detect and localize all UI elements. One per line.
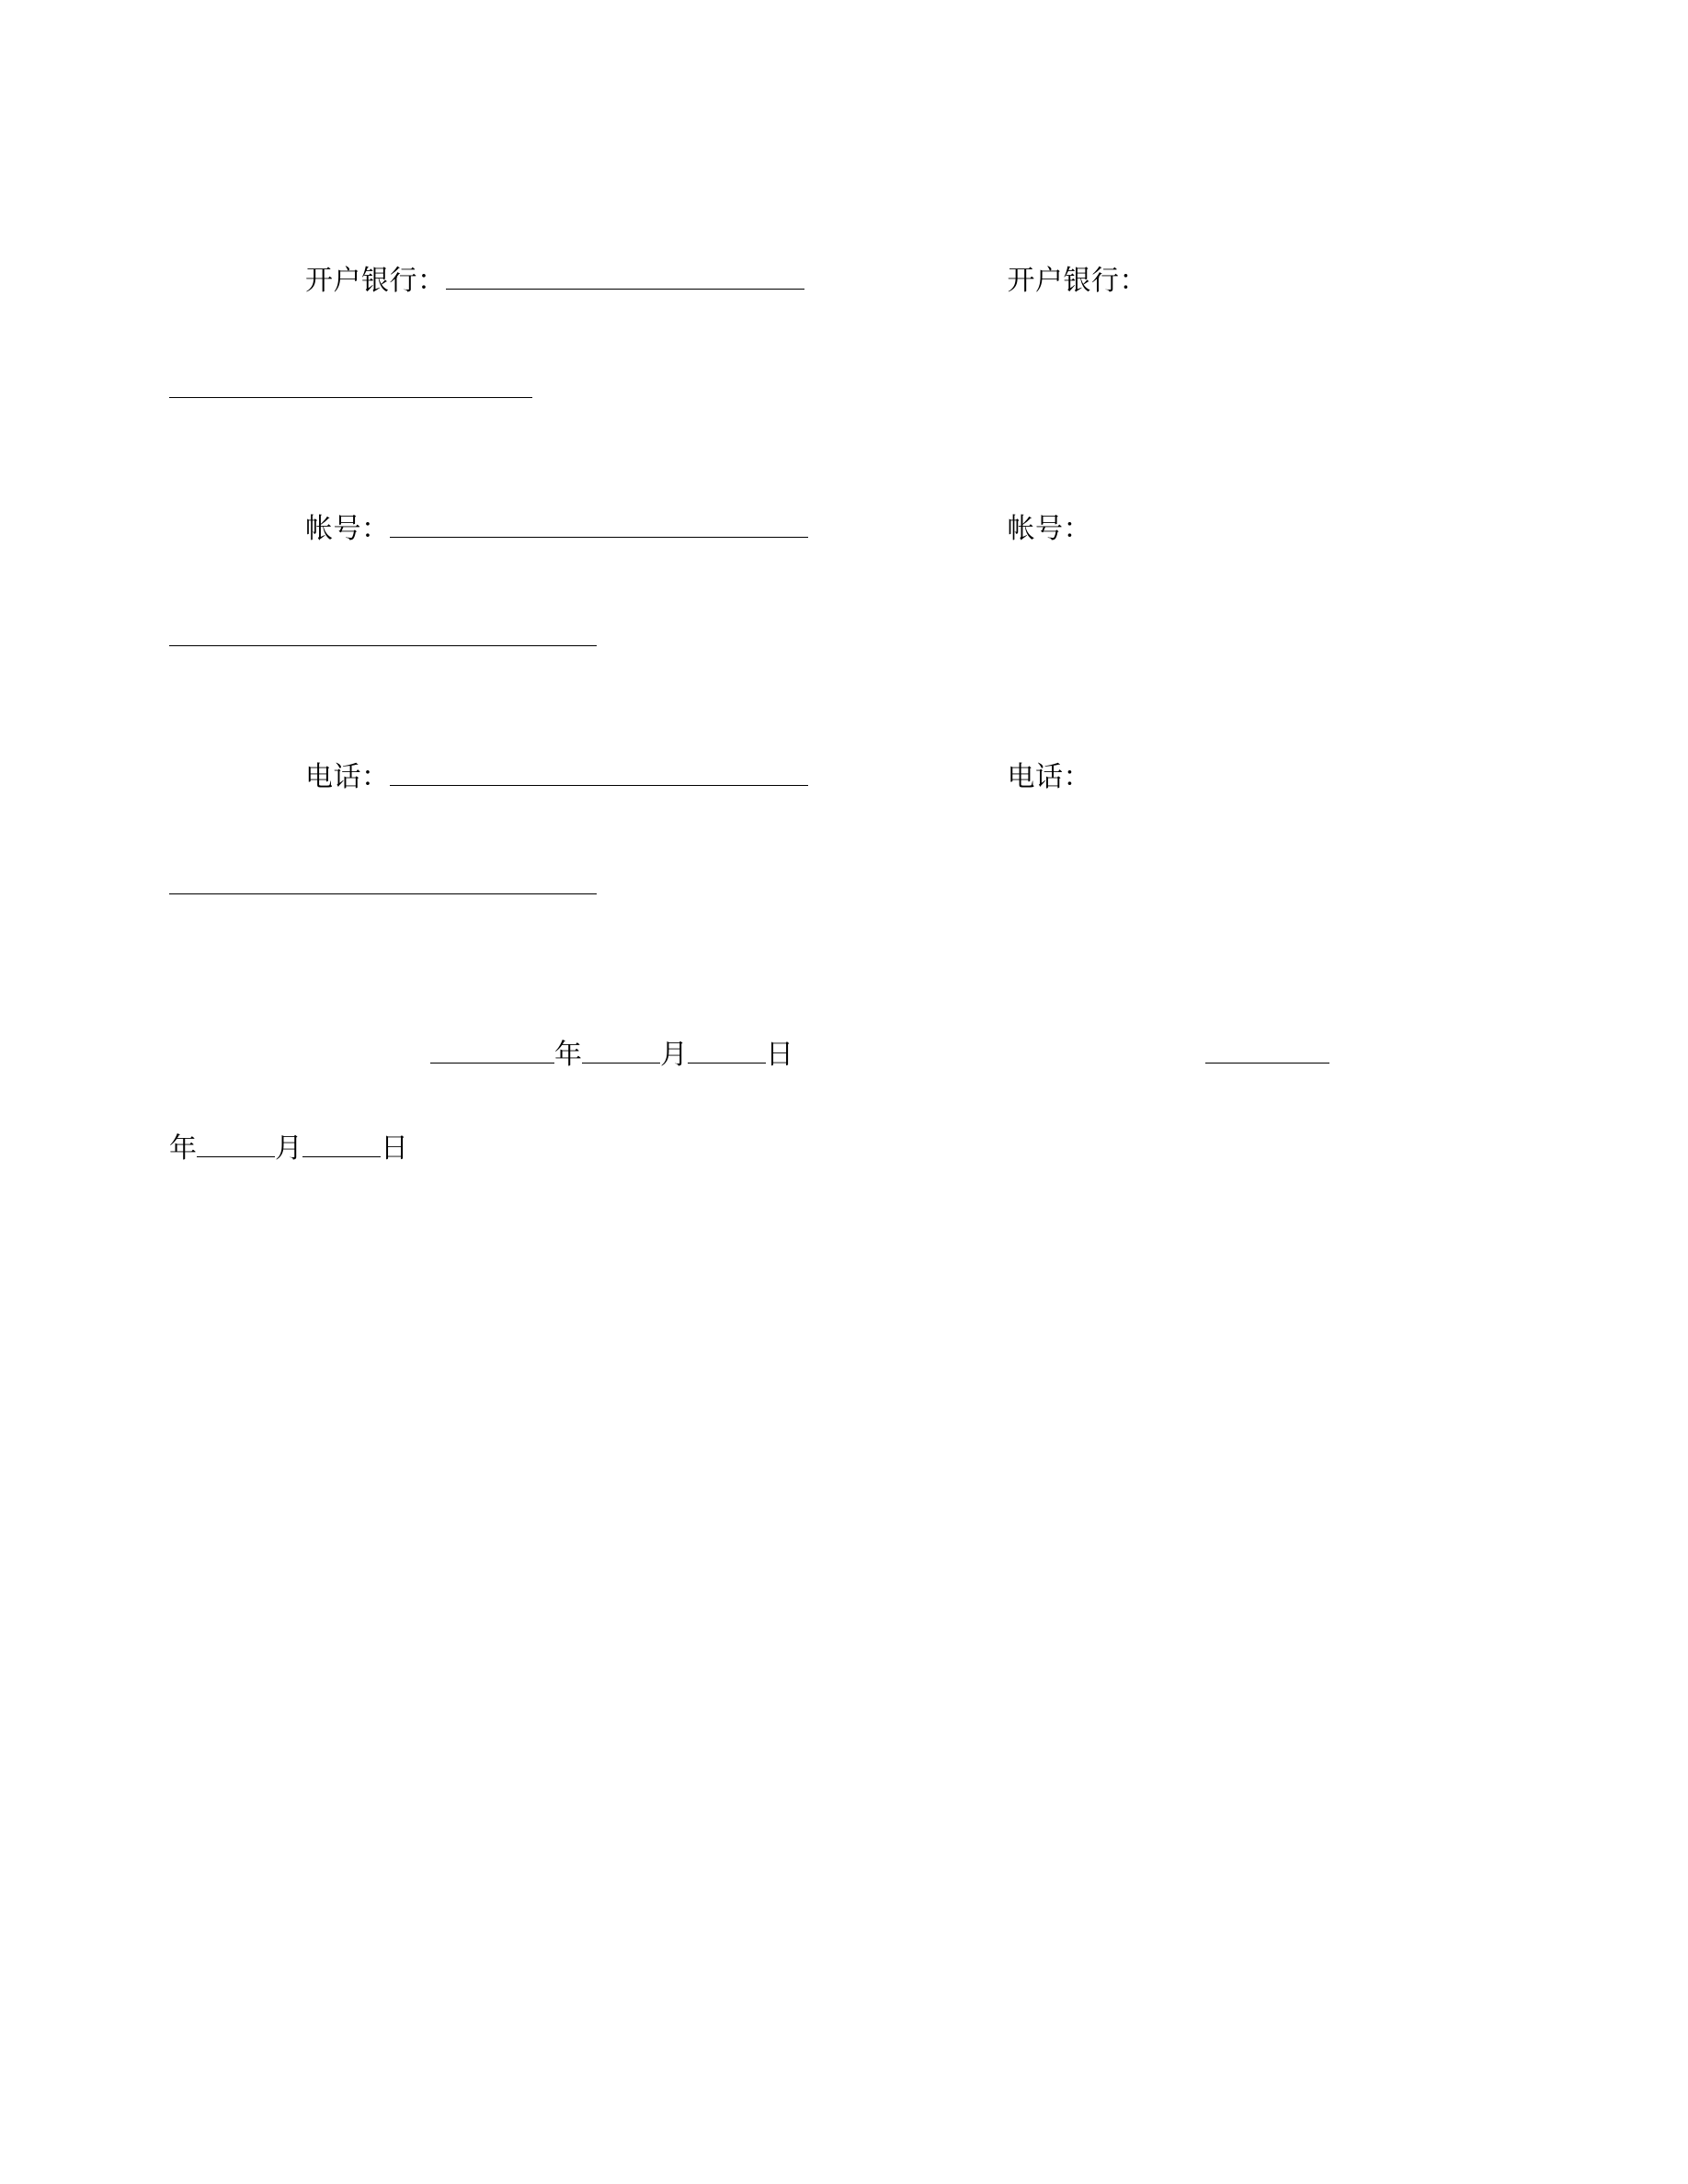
date-day-input-left[interactable] [688, 1035, 766, 1064]
date-year-input-right[interactable] [1205, 1035, 1329, 1064]
account-underline-continuation [169, 614, 1460, 662]
date-month-char-left: 月 [660, 1040, 688, 1070]
telephone-label-right: 电话： [1007, 762, 1091, 792]
date-day-char-right: 日 [381, 1133, 408, 1164]
telephone-label-left: 电话： [305, 762, 390, 792]
account-row [246, 506, 1460, 553]
date-row [246, 1031, 1460, 1079]
date-left [430, 1031, 793, 1079]
bank-input-right[interactable] [169, 370, 532, 398]
bank-row [246, 257, 1460, 305]
date-right-continuation [169, 1125, 1460, 1173]
telephone-input-right[interactable] [169, 866, 597, 894]
signature-block [169, 257, 1460, 1173]
date-day-input-right[interactable] [302, 1129, 381, 1157]
field-telephone [246, 754, 1460, 910]
date-day-char-left: 日 [766, 1040, 793, 1070]
account-input-right[interactable] [169, 618, 597, 646]
spacer-1 [246, 414, 1460, 506]
telephone-input-left[interactable] [390, 757, 808, 786]
bank-left [246, 257, 1000, 305]
date-month-input-left[interactable] [582, 1035, 660, 1064]
telephone-underline-continuation [169, 862, 1460, 910]
field-account [246, 506, 1460, 662]
date-month-input-right[interactable] [197, 1129, 275, 1157]
field-bank [246, 257, 1460, 414]
account-right [1008, 506, 1092, 553]
telephone-row [246, 754, 1460, 802]
date-year-char-left: 年 [554, 1040, 582, 1070]
date-year-input-left[interactable] [430, 1035, 554, 1064]
account-input-left[interactable] [390, 509, 808, 538]
bank-label-left: 开户银行： [305, 266, 446, 296]
date-year-char-right: 年 [169, 1133, 197, 1164]
telephone-left [246, 754, 1000, 802]
date-right [1205, 1031, 1329, 1079]
telephone-right [1008, 754, 1092, 802]
bank-right [1008, 257, 1148, 305]
bank-underline-continuation [169, 366, 1460, 414]
account-label-right: 帐号： [1007, 514, 1091, 544]
account-label-left: 帐号： [305, 514, 390, 544]
bank-input-left[interactable] [446, 261, 804, 290]
bank-label-right: 开户银行： [1007, 266, 1147, 296]
spacer-2 [246, 662, 1460, 754]
account-left [246, 506, 1000, 553]
date-month-char-right: 月 [275, 1133, 302, 1164]
